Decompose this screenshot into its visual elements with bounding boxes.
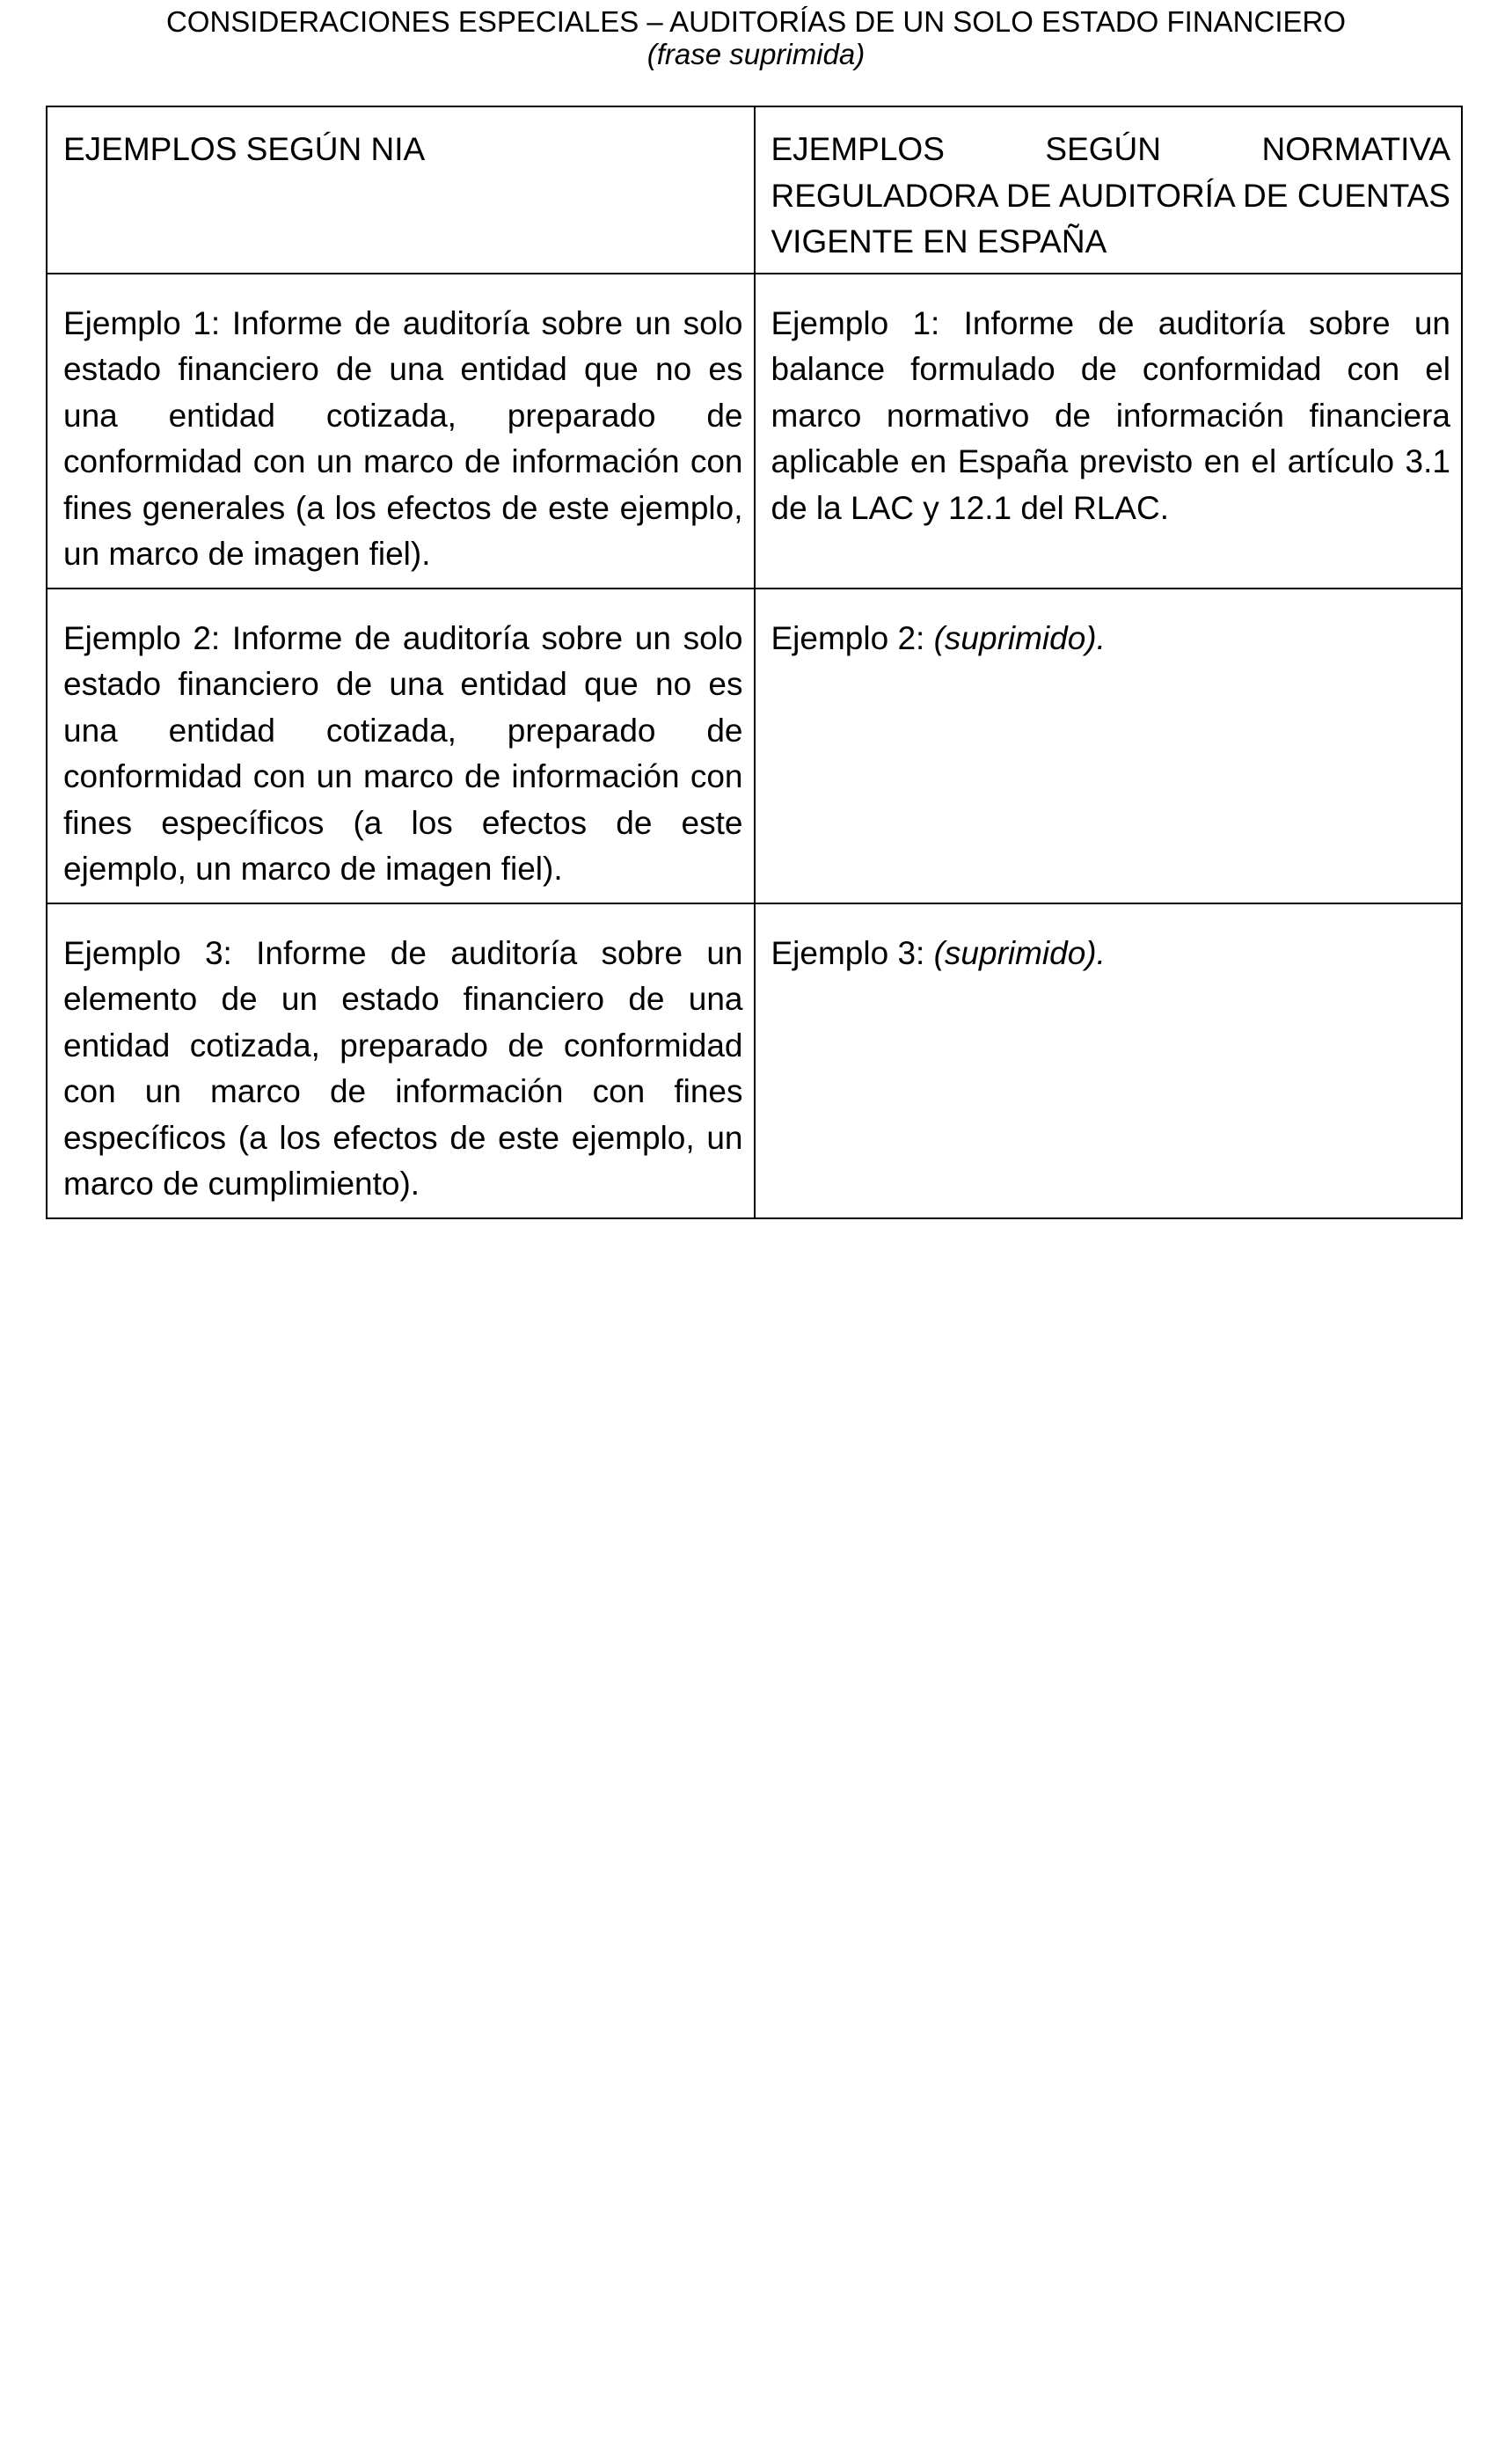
page-subtitle: (frase suprimida) (646, 38, 866, 70)
spain-example-2-text: Ejemplo 2: (771, 619, 934, 656)
cell-nia-example-1: Ejemplo 1: Informe de auditoría sobre un solo estado financiero de una entidad que no es una entidad cotizada, preparado de conformidad con un marco de información con fines generales (a los efectos de este ejemplo, un marco de imagen fiel). (47, 274, 755, 589)
cell-nia-example-2: Ejemplo 2: Informe de auditoría sobre un solo estado financiero de una entidad que no es una entidad cotizada, preparado de conformidad con un marco de información con fines específicos (a los efectos de este ejemplo, un marco de imagen fiel). (47, 589, 755, 903)
table-header-row (47, 106, 1462, 274)
spain-example-1-text: Ejemplo 1: Informe de auditoría sobre un balance formulado de conformidad con el marco normativo de información financiera aplicable en España previsto en el artículo 3.1 de la LAC y 12.1 del RLAC. (771, 304, 1450, 526)
cell-spain-example-3 (755, 903, 1463, 1218)
page-header (0, 5, 1512, 70)
spain-example-2-italic: (suprimido). (933, 619, 1106, 656)
examples-table (46, 106, 1463, 1219)
cell-nia-example-3: Ejemplo 3: Informe de auditoría sobre un elemento de un estado financiero de una entidad cotizada, preparado de conformidad con un marco de información con fines específicos (a los efectos de este ejemplo, un marco de cumplimiento). (47, 903, 755, 1218)
cell-spain-example-1 (755, 274, 1463, 589)
column-header-nia: EJEMPLOS SEGÚN NIA (47, 106, 755, 274)
spain-example-3-italic: (suprimido). (933, 934, 1106, 971)
page-title: CONSIDERACIONES ESPECIALES – AUDITORÍAS DE UN SOLO ESTADO FINANCIERO (165, 5, 1347, 38)
table-row (47, 589, 1462, 903)
cell-spain-example-2 (755, 589, 1463, 903)
table-row (47, 274, 1462, 589)
spain-example-3-text: Ejemplo 3: (771, 934, 934, 971)
column-header-spain: EJEMPLOS SEGÚN NORMATIVA REGULADORA DE AUDITORÍA DE CUENTAS VIGENTE EN ESPAÑA (755, 106, 1463, 274)
table-row (47, 903, 1462, 1218)
